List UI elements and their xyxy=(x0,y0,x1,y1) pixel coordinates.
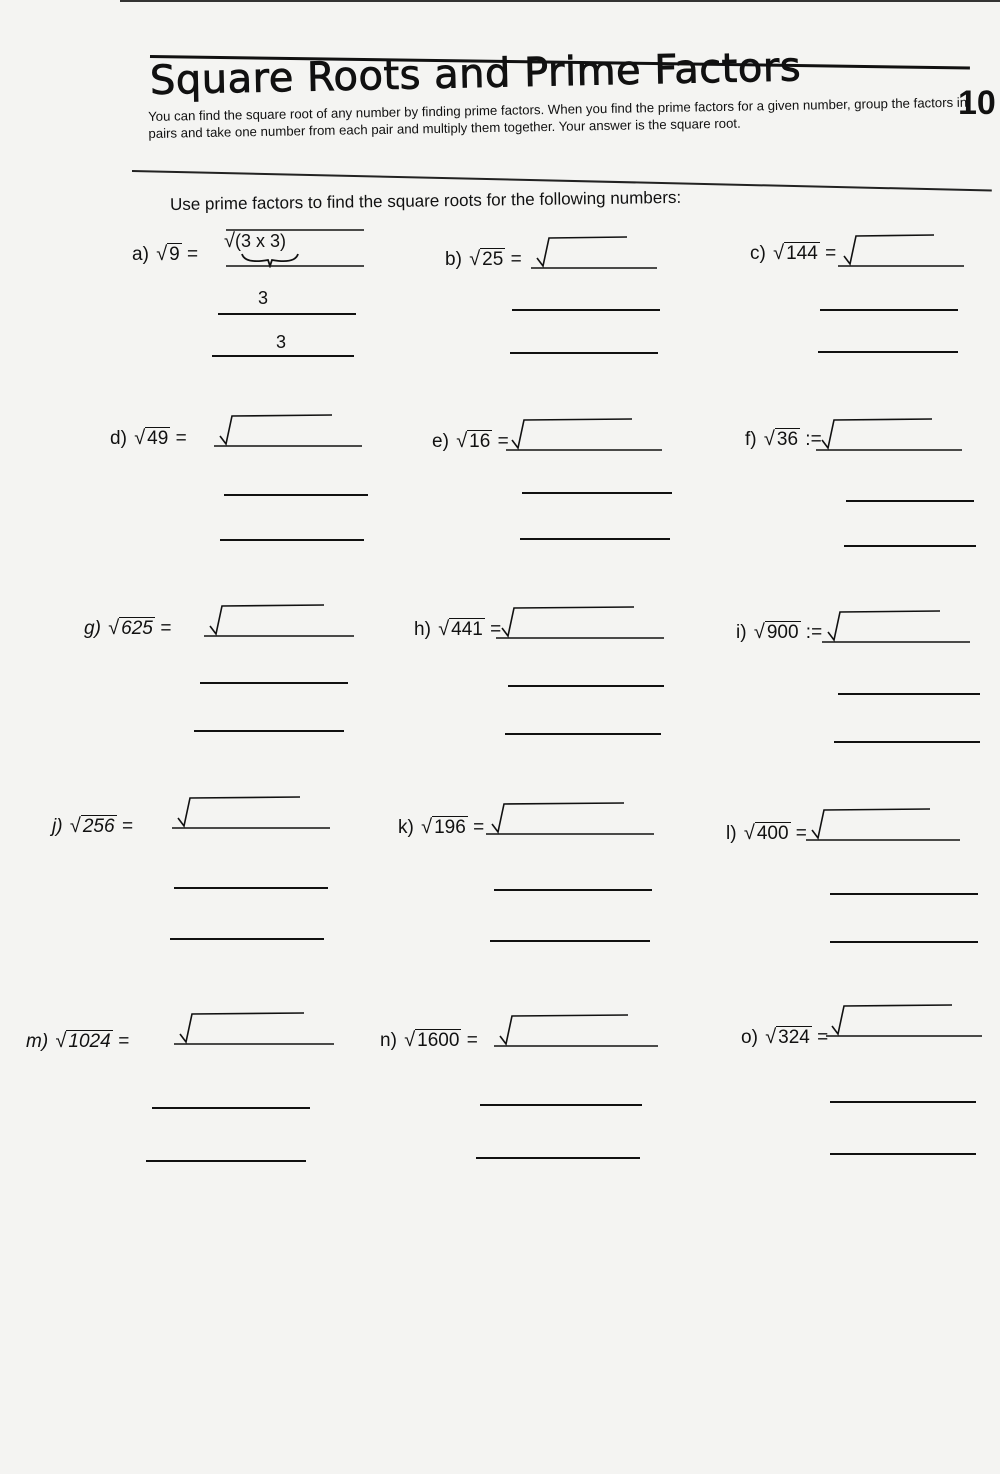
problem-number: 1024 xyxy=(68,1031,111,1052)
answer-radical-field[interactable] xyxy=(176,794,340,839)
radical-icon: √ xyxy=(773,242,785,264)
problem-label xyxy=(52,815,133,838)
square-root-expression xyxy=(53,1030,112,1053)
square-root-expression xyxy=(752,621,801,644)
square-root-expression xyxy=(763,1026,812,1049)
equals-sign: = xyxy=(492,431,509,452)
work-line-2[interactable] xyxy=(220,539,364,541)
answer-radical-field[interactable] xyxy=(830,1002,992,1047)
square-root-expression xyxy=(68,815,117,838)
radical-icon: √ xyxy=(469,248,481,270)
answer-radical-field[interactable] xyxy=(490,800,664,845)
worked-step2: 3 xyxy=(276,332,287,352)
answer-radical-field[interactable] xyxy=(208,602,364,647)
problem-label xyxy=(741,1026,828,1049)
radical-icon: √ xyxy=(55,1030,67,1052)
work-line-1[interactable] xyxy=(512,309,660,311)
work-line-1[interactable] xyxy=(508,685,664,687)
problem-number: 36 xyxy=(776,429,799,450)
answer-radical-field[interactable] xyxy=(510,416,672,461)
equals-sign: = xyxy=(505,249,522,270)
work-line-2[interactable] xyxy=(170,938,324,940)
radical-answer-icon xyxy=(842,232,974,272)
answer-radical-field[interactable] xyxy=(498,1012,668,1057)
square-root-expression xyxy=(106,617,155,640)
radical-icon: √ xyxy=(763,428,775,450)
work-line-2[interactable] xyxy=(844,545,976,547)
radical-answer-icon xyxy=(176,794,340,834)
page-number: 10 xyxy=(958,84,996,122)
radical-answer-icon xyxy=(535,234,667,274)
problem-label xyxy=(736,621,822,644)
problem-letter: a) xyxy=(132,244,149,265)
work-line-1[interactable] xyxy=(830,893,978,895)
radical-answer-icon xyxy=(208,602,364,642)
problem-label xyxy=(745,428,822,451)
radical-answer-icon xyxy=(500,604,674,644)
radical-answer-icon xyxy=(510,416,672,456)
radical-icon: √ xyxy=(765,1026,777,1048)
equals-sign: = xyxy=(170,428,187,449)
page-title: Square Roots and Prime Factors xyxy=(149,44,802,104)
problem-number: 324 xyxy=(778,1027,810,1048)
radical-icon: √ xyxy=(753,621,765,643)
square-root-expression xyxy=(419,816,468,839)
equals-sign: = xyxy=(790,823,807,844)
section-divider xyxy=(132,170,992,192)
answer-radical-field[interactable] xyxy=(535,234,667,279)
work-line-2[interactable] xyxy=(146,1160,306,1162)
work-line-2[interactable] xyxy=(834,741,980,743)
work-line-1[interactable] xyxy=(224,494,368,496)
problem-letter: k) xyxy=(398,817,414,838)
radical-answer-icon xyxy=(178,1010,344,1050)
work-line-2[interactable] xyxy=(830,1153,976,1155)
radical-icon: √ xyxy=(69,815,81,837)
work-line-1[interactable] xyxy=(494,889,652,891)
problem-label xyxy=(414,618,501,641)
square-root-expression xyxy=(771,242,820,265)
worked-factors-text: (3 x 3) xyxy=(234,231,286,251)
square-root-expression xyxy=(436,618,485,641)
work-line-2[interactable] xyxy=(830,941,978,943)
work-line-2[interactable] xyxy=(818,351,958,353)
equals-sign: = xyxy=(154,618,172,639)
brace-icon xyxy=(240,252,300,268)
intro-text: You can find the square root of any number by finding prime factors. When you find the prime factors for a given number, group the factors in pairs and take one number from each pair and multiply them together. Your answer is the square root. xyxy=(148,94,968,141)
radical-icon: √ xyxy=(224,230,235,252)
work-line-1[interactable] xyxy=(522,492,672,494)
problem-label xyxy=(84,617,171,640)
problem-letter: m) xyxy=(26,1031,49,1052)
equals-sign: := xyxy=(800,429,822,450)
problem-label xyxy=(380,1029,478,1052)
answer-radical-field[interactable] xyxy=(810,806,970,851)
equals-sign: = xyxy=(811,1027,829,1048)
problem-letter: f) xyxy=(745,429,757,450)
equals-sign: = xyxy=(461,1030,478,1051)
problem-number: 441 xyxy=(451,619,483,640)
radical-icon: √ xyxy=(421,816,433,838)
radical-icon: √ xyxy=(134,427,146,449)
square-root-expression xyxy=(402,1029,461,1052)
work-line-1[interactable] xyxy=(838,693,980,695)
problem-label xyxy=(132,243,198,266)
answer-radical-field[interactable] xyxy=(178,1010,344,1055)
equals-sign: = xyxy=(116,816,133,837)
work-line-2[interactable] xyxy=(510,352,658,354)
problem-letter: n) xyxy=(380,1030,397,1051)
problem-number: 16 xyxy=(469,431,491,452)
equals-sign: := xyxy=(800,622,823,643)
answer-radical-field[interactable] xyxy=(842,232,974,277)
problem-number: 9 xyxy=(169,244,180,265)
problem-number: 400 xyxy=(756,823,789,844)
problem-number: 625 xyxy=(121,618,153,639)
work-line-2[interactable] xyxy=(505,733,661,735)
radical-icon: √ xyxy=(404,1029,416,1051)
square-root-expression xyxy=(762,428,800,451)
work-line-2[interactable] xyxy=(194,730,344,732)
work-line-1[interactable] xyxy=(200,682,348,684)
radical-answer-icon xyxy=(820,416,972,456)
radical-answer-icon xyxy=(810,806,970,846)
radical-answer-icon xyxy=(826,608,980,648)
problem-number: 25 xyxy=(482,249,504,270)
equals-sign: = xyxy=(181,244,199,265)
problem-letter: l) xyxy=(726,823,737,844)
radical-icon: √ xyxy=(456,430,468,452)
problem-label xyxy=(726,822,807,845)
problem-label xyxy=(445,248,522,271)
square-root-expression xyxy=(742,822,791,845)
problem-label xyxy=(750,242,836,265)
radical-answer-icon xyxy=(490,800,664,840)
problem-number: 49 xyxy=(147,428,169,449)
problem-letter: e) xyxy=(432,431,449,452)
work-line-1[interactable] xyxy=(830,1101,976,1103)
answer-radical-field[interactable] xyxy=(500,604,674,649)
work-line-1[interactable] xyxy=(152,1107,310,1109)
radical-icon: √ xyxy=(108,617,120,639)
work-line-1[interactable] xyxy=(846,500,974,502)
answer-radical-field[interactable] xyxy=(820,416,972,461)
radical-icon: √ xyxy=(156,243,168,265)
problem-letter: d) xyxy=(110,428,127,449)
problem-letter: i) xyxy=(736,622,747,643)
problem-letter: g) xyxy=(84,618,101,639)
work-line-1[interactable] xyxy=(174,887,328,889)
page-edge xyxy=(120,0,1000,2)
radical-answer-icon xyxy=(218,412,372,452)
problem-number: 256 xyxy=(82,816,115,837)
problem-label xyxy=(398,816,484,839)
equals-sign: = xyxy=(484,619,502,640)
work-line-2[interactable] xyxy=(212,355,354,357)
work-line-2[interactable] xyxy=(490,940,650,942)
problem-label xyxy=(110,427,187,450)
equals-sign: = xyxy=(819,243,837,264)
problem-letter: b) xyxy=(445,249,462,270)
square-root-expression xyxy=(454,430,492,453)
radical-icon: √ xyxy=(438,618,450,640)
instructions: Use prime factors to find the square roots for the following numbers: xyxy=(169,187,682,214)
problem-label xyxy=(432,430,509,453)
work-line-2[interactable] xyxy=(520,538,670,540)
problem-number: 196 xyxy=(434,817,466,838)
radical-answer-icon xyxy=(498,1012,668,1052)
equals-sign: = xyxy=(112,1031,130,1052)
work-line-1[interactable] xyxy=(218,313,356,315)
problem-label xyxy=(26,1030,129,1053)
radical-icon: √ xyxy=(743,822,755,844)
problem-number: 144 xyxy=(786,243,818,264)
problem-number: 900 xyxy=(766,622,799,643)
problem-letter: h) xyxy=(414,619,431,640)
problem-letter: j) xyxy=(52,816,63,837)
square-root-expression xyxy=(154,243,182,266)
work-line-2[interactable] xyxy=(476,1157,640,1159)
work-line-1[interactable] xyxy=(480,1104,642,1106)
problem-letter: c) xyxy=(750,243,766,264)
answer-radical-field[interactable] xyxy=(218,412,372,457)
work-line-1[interactable] xyxy=(820,309,958,311)
problem-number: 1600 xyxy=(417,1030,460,1051)
worked-factors xyxy=(224,230,286,253)
problem-letter: o) xyxy=(741,1027,758,1048)
worked-step1: 3 xyxy=(258,288,269,308)
answer-radical-field[interactable] xyxy=(826,608,980,653)
equals-sign: = xyxy=(467,817,485,838)
radical-answer-icon xyxy=(830,1002,992,1042)
square-root-expression xyxy=(467,248,505,271)
square-root-expression xyxy=(132,427,170,450)
